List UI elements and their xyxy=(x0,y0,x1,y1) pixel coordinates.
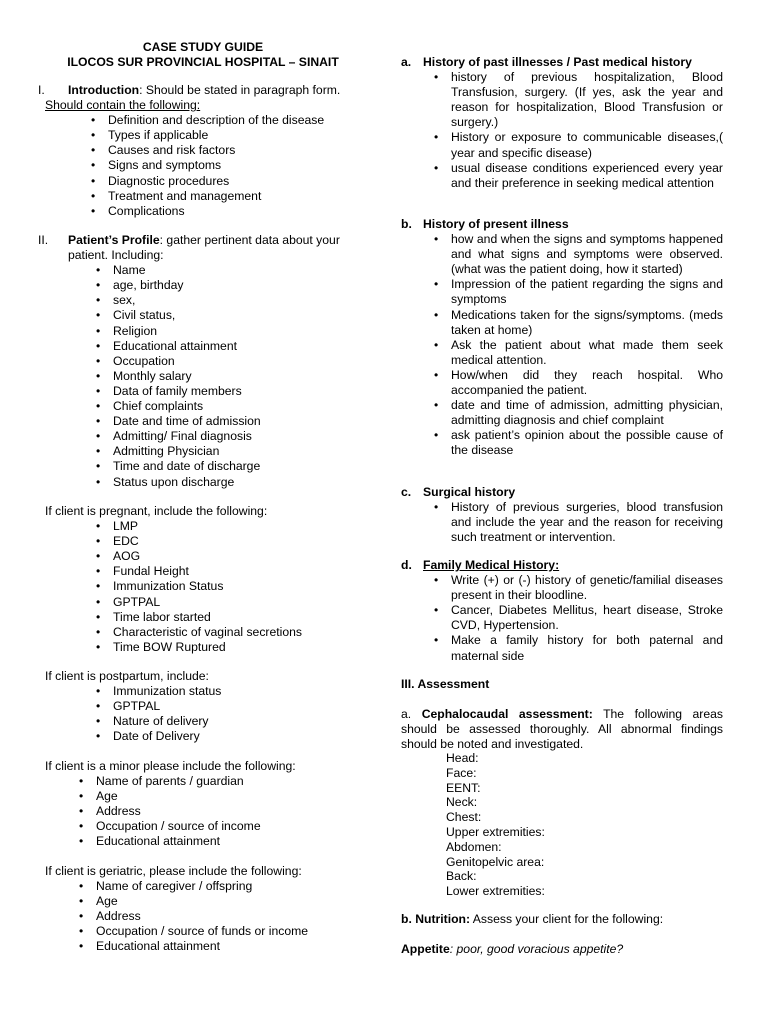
list-item: • Name xyxy=(113,263,368,278)
assessment-field: Neck: xyxy=(446,795,478,810)
section-heading: Introduction xyxy=(68,83,140,97)
list-item: • Name of parents / guardian xyxy=(96,774,368,789)
list-item: • GPTPAL xyxy=(113,699,368,714)
document-header xyxy=(38,40,368,70)
appetite-label: Appetite xyxy=(401,942,450,956)
present-illness-block xyxy=(401,217,723,459)
block-intro: If client is a minor please include the following: xyxy=(45,759,296,773)
list-item: • Time BOW Ruptured xyxy=(113,640,368,655)
geriatric-list xyxy=(96,879,368,954)
item-letter: b. xyxy=(401,217,412,231)
list-item: • age, birthday xyxy=(113,278,368,293)
geriatric-block xyxy=(45,864,368,955)
document-subtitle: ILOCOS SUR PROVINCIAL HOSPITAL – SINAIT xyxy=(67,55,339,70)
surgical-history-block xyxy=(401,485,723,545)
assessment-field: Upper extremities: xyxy=(446,824,545,839)
list-item: • Definition and description of the disease xyxy=(108,113,368,128)
list-item: • Causes and risk factors xyxy=(108,143,368,158)
list-item: • Characteristic of vaginal secretions xyxy=(113,625,368,640)
item-letter: c. xyxy=(401,485,412,499)
nutrition-line xyxy=(401,912,663,927)
profile-list xyxy=(113,263,368,489)
list-item: • Civil status, xyxy=(113,308,368,323)
cephalocaudal-heading: Cephalocaudal assessment: xyxy=(421,707,593,721)
block-heading: History of present illness xyxy=(423,217,569,231)
assessment-fields xyxy=(446,751,545,899)
list-item: • Diagnostic procedures xyxy=(108,174,368,189)
block-heading: Surgical history xyxy=(423,485,516,499)
nutrition-heading: b. Nutrition: xyxy=(401,912,471,926)
block-intro: If client is geriatric, please include the following: xyxy=(45,864,302,878)
section-number: II. xyxy=(38,233,49,247)
assessment-field: Genitopelvic area: xyxy=(446,854,545,869)
minor-block xyxy=(45,759,368,850)
postpartum-list xyxy=(113,684,368,744)
assessment-field: EENT: xyxy=(446,780,481,795)
family-history-list xyxy=(451,573,723,664)
list-item: • Occupation xyxy=(113,354,368,369)
family-history-block xyxy=(401,558,723,664)
present-illness-list xyxy=(451,232,723,458)
surgical-history-list xyxy=(451,500,723,545)
list-item: • sex, xyxy=(113,293,368,308)
list-item: • Signs and symptoms xyxy=(108,158,368,173)
assessment-field: Abdomen: xyxy=(446,839,502,854)
item-letter: a. xyxy=(401,707,412,721)
assessment-field: Head: xyxy=(446,751,479,765)
list-item: • Types if applicable xyxy=(108,128,368,143)
list-item: • Status upon discharge xyxy=(113,475,368,490)
section-text: : Should be stated in paragraph form. xyxy=(139,83,341,97)
block-intro: If client is postpartum, include: xyxy=(45,669,209,683)
list-item: • Admitting Physician xyxy=(113,444,368,459)
list-item: • History or exposure to communicable diseases,( year and specific disease) xyxy=(451,130,723,160)
section-number: I. xyxy=(38,83,45,97)
list-item: • Admitting/ Final diagnosis xyxy=(113,429,368,444)
list-item: • Name of caregiver / offspring xyxy=(96,879,368,894)
list-item: • Date of Delivery xyxy=(113,729,368,744)
postpartum-block xyxy=(45,669,368,744)
list-item: • Nature of delivery xyxy=(113,714,368,729)
list-item: • Address xyxy=(96,909,368,924)
list-item: • Fundal Height xyxy=(113,564,368,579)
intro-list xyxy=(108,113,368,219)
assessment-field: Back: xyxy=(446,869,477,884)
section-introduction xyxy=(38,83,368,219)
list-item: • Date and time of admission xyxy=(113,414,368,429)
section-subheading: Should contain the following: xyxy=(45,98,201,113)
pregnant-list xyxy=(113,519,368,655)
list-item: • Make a family history for both paternal and maternal side xyxy=(451,633,723,663)
list-item: • Immunization status xyxy=(113,684,368,699)
list-item: • Educational attainment xyxy=(96,939,368,954)
list-item: • Occupation / source of funds or income xyxy=(96,924,368,939)
list-item: • AOG xyxy=(113,549,368,564)
list-item: • date and time of admission, admitting physician, admitting diagnosis and chief complaint xyxy=(451,398,723,428)
pregnant-block xyxy=(45,504,368,655)
list-item: • history of previous hospitalization, Blood Transfusion, surgery. (If yes, ask the year and reason for hospitalization, Blood Transfusion or surgery.) xyxy=(451,70,723,130)
list-item: • Address xyxy=(96,804,368,819)
assessment-field: Chest: xyxy=(446,810,482,825)
list-item: • Educational attainment xyxy=(113,339,368,354)
list-item: • How/when did they reach hospital. Who accompanied the patient. xyxy=(451,368,723,398)
list-item: • ask patient’s opinion about the possible cause of the disease xyxy=(451,428,723,458)
minor-list xyxy=(96,774,368,849)
list-item: • Age xyxy=(96,789,368,804)
list-item: • how and when the signs and symptoms happened and what signs and symptoms were observed. (what was the patient doing, how it started) xyxy=(451,232,723,277)
block-intro: If client is pregnant, include the following: xyxy=(45,504,268,518)
list-item: • Impression of the patient regarding the signs and symptoms xyxy=(451,277,723,307)
appetite-text: : poor, good voracious appetite? xyxy=(449,942,624,956)
document-title: CASE STUDY GUIDE xyxy=(142,40,264,54)
list-item: • Religion xyxy=(113,324,368,339)
list-item: • Immunization Status xyxy=(113,579,368,594)
list-item: • Ask the patient about what made them seek medical attention. xyxy=(451,338,723,368)
list-item: • Data of family members xyxy=(113,384,368,399)
past-history-block xyxy=(401,55,723,191)
list-item: • Educational attainment xyxy=(96,834,368,849)
list-item: • Complications xyxy=(108,204,368,219)
section-text: : gather pertinent data about your xyxy=(159,233,340,247)
list-item: • History of previous surgeries, blood transfusion and include the year and the reason for receiving such treatment or intervention. xyxy=(451,500,723,545)
list-item: • Occupation / source of income xyxy=(96,819,368,834)
list-item: • GPTPAL xyxy=(113,595,368,610)
block-heading: Family Medical History: xyxy=(423,558,560,572)
cephalocaudal-paragraph xyxy=(401,707,723,752)
list-item: • LMP xyxy=(113,519,368,534)
item-letter: d. xyxy=(401,558,412,572)
section-patient-profile xyxy=(38,233,368,490)
item-letter: a. xyxy=(401,55,412,69)
list-item: • usual disease conditions experienced every year and their preference in seeking medical attention xyxy=(451,161,723,191)
appetite-line xyxy=(401,942,623,957)
list-item: • Cancer, Diabetes Mellitus, heart disease, Stroke CVD, Hypertension. xyxy=(451,603,723,633)
cephalocaudal-text: The following areas should be assessed thoroughly. All abnormal findings should be noted and investigated. xyxy=(401,707,724,752)
list-item: • Medications taken for the signs/symptoms. (meds taken at home) xyxy=(451,308,723,338)
list-item: • Age xyxy=(96,894,368,909)
nutrition-text: Assess your client for the following: xyxy=(470,912,664,926)
assessment-field: Lower extremities: xyxy=(446,884,545,899)
block-heading: History of past illnesses / Past medical history xyxy=(423,55,692,69)
list-item: • Time labor started xyxy=(113,610,368,625)
section-text-cont: patient. Including: xyxy=(68,248,164,263)
assessment-heading: III. Assessment xyxy=(401,677,490,691)
list-item: • Chief complaints xyxy=(113,399,368,414)
list-item: • Treatment and management xyxy=(108,189,368,204)
list-item: • EDC xyxy=(113,534,368,549)
section-heading: Patient’s Profile xyxy=(68,233,160,247)
list-item: • Write (+) or (-) history of genetic/familial diseases present in their bloodline. xyxy=(451,573,723,603)
past-history-list xyxy=(451,70,723,191)
assessment-field: Face: xyxy=(446,765,477,780)
list-item: • Monthly salary xyxy=(113,369,368,384)
list-item: • Time and date of discharge xyxy=(113,459,368,474)
